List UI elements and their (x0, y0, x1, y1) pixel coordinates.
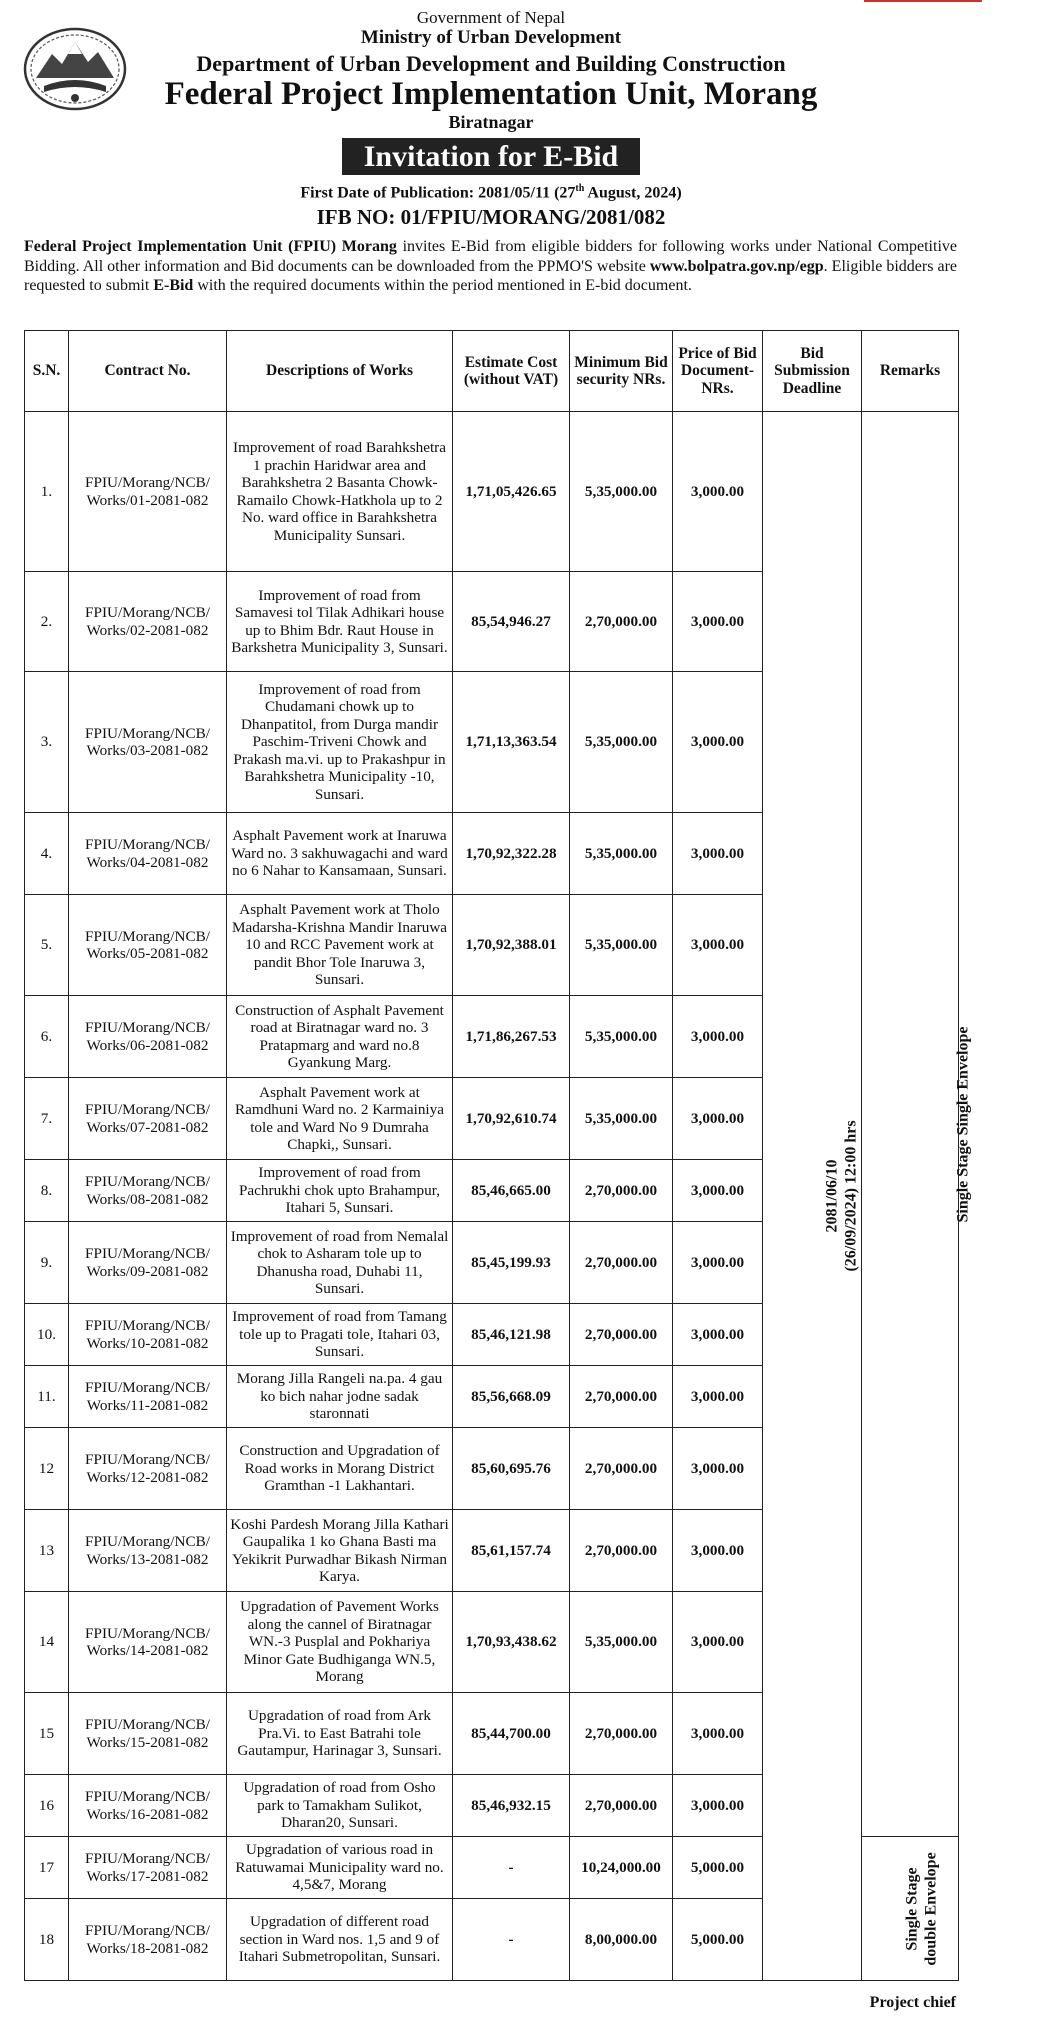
cell-contract: FPIU/Morang/NCB/ Works/12-2081-082 (69, 1428, 227, 1510)
cell-desc: Improvement of road Barahkshetra 1 prachin Haridwar area and Barahkshetra 2 Basanta Chowk-Ramailo Chowk-Hatkhola up to 2 No. ward office in Barahkshetra Municipality Sunsari. (227, 412, 453, 572)
cell-price: 3,000.00 (673, 1078, 763, 1160)
cell-sn: 9. (25, 1222, 69, 1304)
cell-sn: 11. (25, 1366, 69, 1428)
cell-price: 3,000.00 (673, 1366, 763, 1428)
cell-cost: - (453, 1837, 570, 1899)
cell-contract: FPIU/Morang/NCB/ Works/17-2081-082 (69, 1837, 227, 1899)
cell-desc: Koshi Pardesh Morang Jilla Kathari Gaupalika 1 ko Ghana Basti ma Yekikrit Purwadhar Bikash Nirman Karya. (227, 1510, 453, 1592)
cell-security: 5,35,000.00 (570, 1592, 673, 1693)
cell-security: 5,35,000.00 (570, 412, 673, 572)
deadline-date: 2081/06/10 (823, 1159, 841, 1233)
cell-contract: FPIU/Morang/NCB/ Works/10-2081-082 (69, 1304, 227, 1366)
cell-price: 5,000.00 (673, 1899, 763, 1981)
cell-desc: Upgradation of road from Ark Pra.Vi. to East Batrahi tole Gautampur, Harinagar 3, Sunsari. (227, 1693, 453, 1775)
cell-cost: 1,70,93,438.62 (453, 1592, 570, 1693)
cell-desc: Morang Jilla Rangeli na.pa. 4 gau ko bich nahar jodne sadak staronnati (227, 1366, 453, 1428)
cell-cost: 1,70,92,388.01 (453, 895, 570, 996)
cell-security: 8,00,000.00 (570, 1899, 673, 1981)
cell-security: 10,24,000.00 (570, 1837, 673, 1899)
cell-cost: 85,46,932.15 (453, 1775, 570, 1837)
cell-contract: FPIU/Morang/NCB/ Works/18-2081-082 (69, 1899, 227, 1981)
cell-price: 5,000.00 (673, 1837, 763, 1899)
header-deadline: Bid Submission Deadline (763, 331, 862, 412)
remarks-double-text (903, 1852, 941, 1965)
government-line: Government of Nepal (416, 8, 566, 27)
intro-ebid: E-Bid (153, 277, 194, 294)
header-security: Minimum Bid security NRs. (570, 331, 673, 412)
cell-desc: Construction of Asphalt Pavement road at Biratnagar ward no. 3 Pratapmarg and ward no.8 Gyankung Marg. (227, 996, 453, 1078)
intro-text-1: invites E-Bid from eligible bidders for following works under National Competitive Bidding. All other information and Bid documents can be downloaded from the PPMO'S website (24, 238, 957, 275)
cell-security: 5,35,000.00 (570, 672, 673, 813)
cell-security: 5,35,000.00 (570, 813, 673, 895)
ministry-line: Ministry of Urban Development (360, 27, 622, 48)
cell-sn: 3. (25, 672, 69, 813)
cell-sn: 14 (25, 1592, 69, 1693)
cell-sn: 1. (25, 412, 69, 572)
cell-price: 3,000.00 (673, 1510, 763, 1592)
cell-desc: Improvement of road from Pachrukhi chok upto Brahampur, Itahari 5, Sunsari. (227, 1160, 453, 1222)
cell-contract: FPIU/Morang/NCB/ Works/01-2081-082 (69, 412, 227, 572)
ifb-number: IFB NO: 01/FPIU/MORANG/2081/082 (316, 205, 666, 229)
cell-contract: FPIU/Morang/NCB/ Works/16-2081-082 (69, 1775, 227, 1837)
cell-desc: Improvement of road from Tamang tole up to Pragati tole, Itahari 03, Sunsari. (227, 1304, 453, 1366)
cell-cost: 85,46,121.98 (453, 1304, 570, 1366)
cell-cost: 85,46,665.00 (453, 1160, 570, 1222)
cell-security: 2,70,000.00 (570, 1693, 673, 1775)
cell-sn: 4. (25, 813, 69, 895)
cell-desc: Improvement of road from Nemalal chok to Asharam tole up to Dhanusha road, Duhabi 11, Sunsari. (227, 1222, 453, 1304)
header-price: Price of Bid Document- NRs. (673, 331, 763, 412)
deadline-text (823, 1120, 861, 1271)
cell-price: 3,000.00 (673, 1592, 763, 1693)
cell-desc: Upgradation of Pavement Works along the cannel of Biratnagar WN.-3 Pusplal and Pokhariya Minor Gate Budhiganga WN.5, Morang (227, 1592, 453, 1693)
cell-sn: 18 (25, 1899, 69, 1981)
cell-security: 2,70,000.00 (570, 1304, 673, 1366)
cell-contract: FPIU/Morang/NCB/ Works/14-2081-082 (69, 1592, 227, 1693)
cell-cost: 1,71,86,267.53 (453, 996, 570, 1078)
cell-desc: Asphalt Pavement work at Ramdhuni Ward no. 2 Karmainiya tole and Ward No 9 Dumraha Chapki,, Sunsari. (227, 1078, 453, 1160)
cell-contract: FPIU/Morang/NCB/ Works/07-2081-082 (69, 1078, 227, 1160)
cell-sn: 2. (25, 572, 69, 672)
cell-contract: FPIU/Morang/NCB/ Works/02-2081-082 (69, 572, 227, 672)
cell-price: 3,000.00 (673, 1775, 763, 1837)
cell-cost: 1,71,13,363.54 (453, 672, 570, 813)
cell-contract: FPIU/Morang/NCB/ Works/09-2081-082 (69, 1222, 227, 1304)
cell-security: 5,35,000.00 (570, 996, 673, 1078)
cell-sn: 6. (25, 996, 69, 1078)
cell-cost: 1,71,05,426.65 (453, 412, 570, 572)
department-line: Department of Urban Development and Building Construction (196, 51, 786, 76)
cell-price: 3,000.00 (673, 572, 763, 672)
cell-sn: 7. (25, 1078, 69, 1160)
intro-org: Federal Project Implementation Unit (FPIU) Morang (24, 238, 397, 255)
cell-cost: 85,61,157.74 (453, 1510, 570, 1592)
cell-security: 2,70,000.00 (570, 1160, 673, 1222)
cell-cost: 85,45,199.93 (453, 1222, 570, 1304)
cell-cost: 85,44,700.00 (453, 1693, 570, 1775)
cell-desc: Improvement of road from Samavesi tol Tilak Adhikari house up to Bhim Bdr. Raut House in Barkshetra Municipality 3, Sunsari. (227, 572, 453, 672)
cell-contract: FPIU/Morang/NCB/ Works/08-2081-082 (69, 1160, 227, 1222)
header-sn: S.N. (25, 331, 69, 412)
cell-desc: Improvement of road from Chudamani chowk up to Dhanpatitol, from Durga mandir Paschim-Triveni Chowk and Prakash ma.vi. up to Prakashpur in Barahkshetra Municipality -10, Sunsari. (227, 672, 453, 813)
intro-website-link[interactable]: www.bolpatra.gov.np/egp (649, 257, 824, 275)
intro-text-3: with the required documents within the period mentioned in E-bid document. (193, 277, 692, 294)
cell-security: 2,70,000.00 (570, 1366, 673, 1428)
cell-cost: 85,54,946.27 (453, 572, 570, 672)
cell-sn: 17 (25, 1837, 69, 1899)
cell-contract: FPIU/Morang/NCB/ Works/11-2081-082 (69, 1366, 227, 1428)
cell-cost: 1,70,92,610.74 (453, 1078, 570, 1160)
cell-contract: FPIU/Morang/NCB/ Works/06-2081-082 (69, 996, 227, 1078)
cell-price: 3,000.00 (673, 813, 763, 895)
header-contract: Contract No. (69, 331, 227, 412)
office-city: Biratnagar (448, 112, 534, 132)
cell-cost: 85,60,695.76 (453, 1428, 570, 1510)
cell-price: 3,000.00 (673, 1160, 763, 1222)
cell-cost: - (453, 1899, 570, 1981)
top-edge-bar (864, 0, 982, 2)
cell-price: 3,000.00 (673, 895, 763, 996)
cell-contract: FPIU/Morang/NCB/ Works/04-2081-082 (69, 813, 227, 895)
bid-table (24, 330, 972, 1981)
header-cost: Estimate Cost (without VAT) (453, 331, 570, 412)
cell-sn: 16 (25, 1775, 69, 1837)
cell-security: 2,70,000.00 (570, 1428, 673, 1510)
notice-title-banner: Invitation for E-Bid (342, 138, 640, 175)
nepal-emblem-icon (22, 26, 128, 112)
cell-price: 3,000.00 (673, 1304, 763, 1366)
intro-text-2: . Eligible bidders are requested to submit (24, 257, 958, 294)
signature-line: Project chief (869, 1994, 956, 2011)
cell-sn: 8. (25, 1160, 69, 1222)
table-header-row (25, 331, 959, 412)
deadline-time: (26/09/2024) 12:00 hrs (842, 1120, 860, 1272)
remarks-double-line2: double Envelope (922, 1851, 940, 1966)
cell-price: 3,000.00 (673, 1428, 763, 1510)
cell-contract: FPIU/Morang/NCB/ Works/15-2081-082 (69, 1693, 227, 1775)
cell-sn: 15 (25, 1693, 69, 1775)
cell-security: 2,70,000.00 (570, 1510, 673, 1592)
cell-sn: 12 (25, 1428, 69, 1510)
cell-desc: Construction and Upgradation of Road works in Morang District Gramthan -1 Lakhantari. (227, 1428, 453, 1510)
cell-price: 3,000.00 (673, 672, 763, 813)
cell-sn: 5. (25, 895, 69, 996)
cell-price: 3,000.00 (673, 1222, 763, 1304)
cell-security: 2,70,000.00 (570, 1222, 673, 1304)
header-remarks: Remarks (862, 331, 959, 412)
cell-desc: Upgradation of different road section in Ward nos. 1,5 and 9 of Itahari Submetropolitan, Sunsari. (227, 1899, 453, 1981)
cell-deadline (763, 412, 862, 1981)
cell-price: 3,000.00 (673, 1693, 763, 1775)
cell-desc: Upgradation of various road in Ratuwamai Municipality ward no. 4,5&7, Morang (227, 1837, 453, 1899)
publication-date-sup: th (575, 183, 585, 194)
cell-contract: FPIU/Morang/NCB/ Works/13-2081-082 (69, 1510, 227, 1592)
cell-contract: FPIU/Morang/NCB/ Works/05-2081-082 (69, 895, 227, 996)
cell-contract: FPIU/Morang/NCB/ Works/03-2081-082 (69, 672, 227, 813)
publication-date-label: First Date of Publication: 2081/05/11 (27 (300, 184, 576, 202)
cell-price: 3,000.00 (673, 412, 763, 572)
cell-desc: Asphalt Pavement work at Tholo Madarsha-Krishna Mandir Inaruwa 10 and RCC Pavement work at pandit Bhor Tole Inaruwa 3, Sunsari. (227, 895, 453, 996)
remarks-double-line1: Single Stage (903, 1866, 921, 1951)
cell-cost: 1,70,92,322.28 (453, 813, 570, 895)
header-desc: Descriptions of Works (227, 331, 453, 412)
remarks-single-text: Single Stage Single Envelope (954, 1025, 972, 1223)
office-title: Federal Project Implementation Unit, Morang (164, 76, 818, 112)
cell-desc: Upgradation of road from Osho park to Tamakham Sulikot, Dharan20, Sunsari. (227, 1775, 453, 1837)
cell-security: 2,70,000.00 (570, 572, 673, 672)
cell-price: 3,000.00 (673, 996, 763, 1078)
table-row (25, 412, 959, 572)
cell-remarks-double (862, 1837, 959, 1981)
cell-security: 5,35,000.00 (570, 1078, 673, 1160)
intro-paragraph (24, 237, 957, 296)
publication-date (150, 183, 832, 202)
cell-security: 5,35,000.00 (570, 895, 673, 996)
cell-sn: 13 (25, 1510, 69, 1592)
cell-cost: 85,56,668.09 (453, 1366, 570, 1428)
publication-date-tail: August, 2024) (584, 184, 682, 202)
cell-desc: Asphalt Pavement work at Inaruwa Ward no. 3 sakhuwagachi and ward no 6 Nahar to Kansamaan, Sunsari. (227, 813, 453, 895)
cell-remarks-single (862, 412, 972, 1837)
cell-sn: 10. (25, 1304, 69, 1366)
cell-security: 2,70,000.00 (570, 1775, 673, 1837)
